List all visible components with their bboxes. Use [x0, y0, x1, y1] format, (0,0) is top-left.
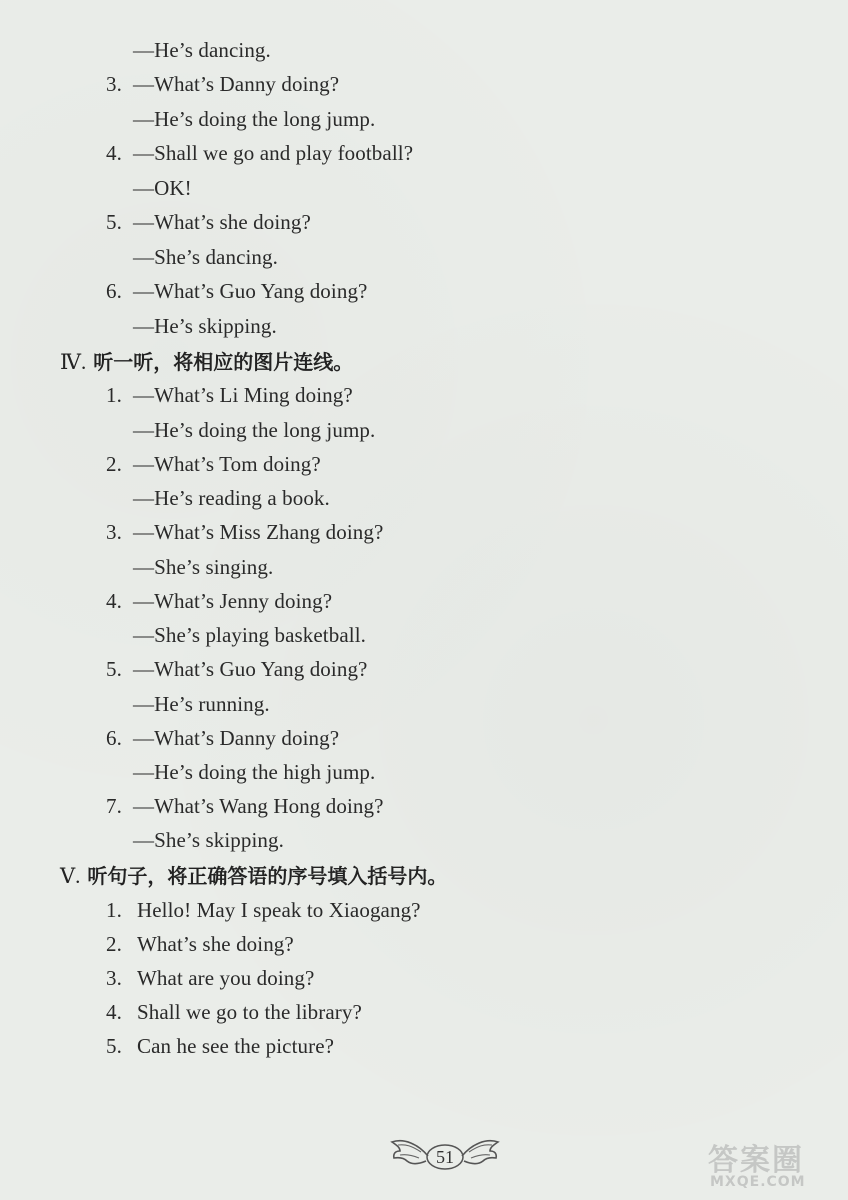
- dialogue-text: —Shall we go and play football?: [133, 141, 414, 165]
- item-number: 5.: [106, 657, 122, 681]
- dialogue-text: —He’s reading a book.: [133, 486, 330, 510]
- dialogue-text: —He’s dancing.: [133, 38, 271, 62]
- dialogue-text: —He’s doing the high jump.: [133, 760, 376, 784]
- dialogue-text: —He’s doing the long jump.: [133, 107, 376, 131]
- dialogue-text: —What’s Danny doing?: [133, 72, 340, 96]
- dialogue-text: —He’s skipping.: [133, 314, 277, 338]
- page-number: 51: [436, 1147, 454, 1167]
- section-title: 听一听，将相应的图片连线。: [93, 350, 354, 374]
- watermark-bottom-text: MXQE.COM: [710, 1174, 806, 1190]
- section-roman-numeral: Ⅳ.: [60, 350, 87, 374]
- dialogue-text: —What’s she doing?: [133, 210, 311, 234]
- page-number-ornament: [388, 1128, 502, 1176]
- item-number: 6.: [106, 279, 122, 303]
- dialogue-text: —He’s doing the long jump.: [133, 418, 376, 442]
- dialogue-text: —She’s playing basketball.: [133, 623, 366, 647]
- item-number: 4.: [106, 589, 122, 613]
- dialogue-text: —What’s Wang Hong doing?: [133, 794, 384, 818]
- dialogue-text: —What’s Miss Zhang doing?: [133, 520, 384, 544]
- sentence-text: Shall we go to the library?: [137, 1000, 362, 1024]
- sentence-text: What’s she doing?: [137, 932, 294, 956]
- section-title: 听句子，将正确答语的序号填入括号内。: [87, 864, 448, 888]
- watermark-logo: [708, 1135, 840, 1195]
- dialogue-text: —What’s Li Ming doing?: [133, 383, 353, 407]
- dialogue-text: —She’s singing.: [133, 555, 274, 579]
- sentence-text: Hello! May I speak to Xiaogang?: [137, 898, 421, 922]
- section-heading: [60, 352, 353, 373]
- item-number: 6.: [106, 726, 122, 750]
- dialogue-text: —She’s dancing.: [133, 245, 278, 269]
- item-number: 3.: [106, 966, 122, 990]
- item-number: 4.: [106, 141, 122, 165]
- item-number: 4.: [106, 1000, 122, 1024]
- sentence-text: Can he see the picture?: [137, 1034, 335, 1058]
- dialogue-text: —She’s skipping.: [133, 828, 284, 852]
- item-number: 2.: [106, 452, 122, 476]
- item-number: 5.: [106, 1034, 122, 1058]
- section-roman-numeral: Ⅴ.: [60, 864, 81, 888]
- item-number: 3.: [106, 520, 122, 544]
- watermark-top-text: 答案圈: [708, 1143, 804, 1178]
- dialogue-text: —What’s Jenny doing?: [133, 589, 333, 613]
- item-number: 1.: [106, 383, 122, 407]
- dialogue-text: —OK!: [133, 176, 192, 200]
- dialogue-text: —What’s Tom doing?: [133, 452, 321, 476]
- item-number: 7.: [106, 794, 122, 818]
- item-number: 5.: [106, 210, 122, 234]
- item-number: 3.: [106, 72, 122, 96]
- sentence-text: What are you doing?: [137, 966, 315, 990]
- dialogue-text: —What’s Guo Yang doing?: [133, 657, 368, 681]
- dialogue-text: —He’s running.: [133, 692, 270, 716]
- item-number: 1.: [106, 898, 122, 922]
- item-number: 2.: [106, 932, 122, 956]
- dialogue-text: —What’s Danny doing?: [133, 726, 340, 750]
- section-heading: [60, 866, 447, 887]
- dialogue-text: —What’s Guo Yang doing?: [133, 279, 368, 303]
